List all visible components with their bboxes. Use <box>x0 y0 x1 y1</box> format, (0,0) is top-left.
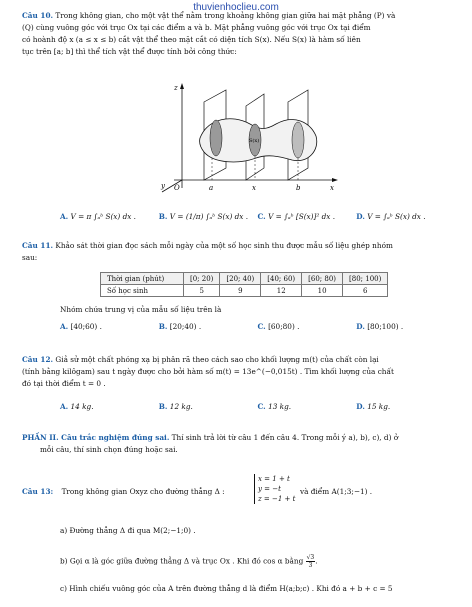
figure-label-x: x <box>252 184 256 192</box>
option-c[interactable]: C. V = ∫ₐᵇ [S(x)]² dx . <box>257 212 336 221</box>
question-11-prompt: Nhóm chứa trung vị của mẫu số liệu trên là <box>60 305 222 314</box>
table-header-row <box>101 273 388 285</box>
figure-label-b: b <box>296 184 301 192</box>
fraction-sqrt3-over-3: $\frac{√3}{3}$ <box>306 554 315 569</box>
table-cell: [80; 100) <box>343 273 388 285</box>
question-13-point: và điểm A(1;3;−1) . <box>300 487 373 496</box>
option-b[interactable]: B. 12 kg. <box>158 402 193 411</box>
question-10-line3: có hoành độ x (a ≤ x ≤ b) cắt vật thể theo mặt cắt có diện tích S(x). Nếu S(x) là hàm số liên <box>22 35 361 44</box>
figure-axis-x: x <box>330 184 334 192</box>
figure-axis-y: y <box>161 182 165 190</box>
question-10-label: Câu 10. <box>22 11 54 20</box>
option-d[interactable]: D. 15 kg. <box>356 402 391 411</box>
equation-z: z = −1 + t <box>258 495 296 503</box>
question-11-line2: sau: <box>22 253 38 262</box>
part-2-instructions <box>22 432 452 456</box>
figure-origin: O <box>174 184 180 192</box>
table-row <box>101 285 388 297</box>
option-d[interactable]: D. V = ∫ₐᵇ S(x) dx . <box>356 212 426 221</box>
question-12-line2: (tính bằng kilôgam) sau t ngày được cho bởi hàm số m(t) = 13e^(−0,015t) . Tìm khối lượng của chất <box>22 367 394 376</box>
equation-x: x = 1 + t <box>258 475 290 483</box>
question-10 <box>22 10 452 58</box>
table-cell: Thời gian (phút) <box>101 273 184 285</box>
option-a[interactable]: A. 14 kg. <box>60 402 94 411</box>
option-c[interactable]: C. [60;80) . <box>257 322 300 331</box>
part-2-line2: mỗi câu, thí sinh chọn đúng hoặc sai. <box>40 445 178 454</box>
table-cell: 12 <box>261 285 302 297</box>
question-12-line3: đó tại thời điểm t = 0 . <box>22 379 106 388</box>
table-cell: 6 <box>343 285 388 297</box>
part-2-heading: PHẦN II. Câu trắc nghiệm đúng sai. <box>22 433 170 442</box>
option-c[interactable]: C. 13 kg. <box>257 402 292 411</box>
table-cell: [0; 20) <box>184 273 220 285</box>
question-10-line4: tục trên [a; b] thì thể tích vật thể được tính bởi công thức: <box>22 47 237 56</box>
question-10-line1: Trong không gian, cho một vật thể nằm trong khoảng không gian giữa hai mặt phẳng (P) và <box>55 11 396 20</box>
table-cell: [40; 60) <box>261 273 302 285</box>
question-13-text: Trong không gian Oxyz cho đường thẳng Δ : <box>61 487 225 496</box>
statement-b[interactable]: b) Gọi α là góc giữa đường thẳng Δ và trục Ox . Khi đó cos α bằng $\frac{√3}{3}$. <box>60 554 318 569</box>
question-12-label: Câu 12. <box>22 355 54 364</box>
table-cell: Số học sinh <box>101 285 184 297</box>
watermark: thuvienhoclieu.com <box>193 2 279 13</box>
question-12 <box>22 354 452 390</box>
figure-label-a: a <box>209 184 214 192</box>
option-b[interactable]: B. V = (1/π) ∫ₐᵇ S(x) dx . <box>158 212 249 221</box>
statement-c[interactable]: c) Hình chiếu vuông góc của A trên đường thẳng d là điểm H(a;b;c) . Khi đó a + b + c = 5 <box>60 584 393 593</box>
question-10-line2: (Q) cùng vuông góc với trục Ox tại các điểm a và b. Mặt phẳng vuông góc với trục Ox tại điểm <box>22 23 371 32</box>
frequency-table <box>100 272 388 297</box>
table-cell: 9 <box>220 285 261 297</box>
question-10-options <box>60 212 455 221</box>
figure-label-sx: S(x) <box>249 138 260 144</box>
table-cell: [20; 40) <box>220 273 261 285</box>
table-cell: 5 <box>184 285 220 297</box>
question-11-options <box>60 322 455 331</box>
figure-axis-z: z <box>174 84 178 92</box>
part-2-line1: Thí sinh trả lời từ câu 1 đến câu 4. Trong mỗi ý a), b), c), d) ở <box>169 433 399 442</box>
solid-volume-figure <box>160 80 340 200</box>
option-b[interactable]: B. [20;40) . <box>158 322 202 331</box>
table-cell: [60; 80) <box>302 273 343 285</box>
question-12-line1: Giả sử một chất phóng xạ bị phân rã theo cách sao cho khối lượng m(t) của chất còn lại <box>55 355 379 364</box>
question-12-options <box>60 402 455 411</box>
equation-y: y = −t <box>258 485 281 493</box>
option-a[interactable]: A. V = π ∫ₐᵇ S(x) dx . <box>60 212 137 221</box>
table-cell: 10 <box>302 285 343 297</box>
option-d[interactable]: D. [80;100) . <box>356 322 404 331</box>
question-11-label: Câu 11. <box>22 241 54 250</box>
question-11-line1: Khảo sát thời gian đọc sách mỗi ngày của một số học sinh thu được mẫu số liệu ghép nhóm <box>55 241 393 250</box>
option-a[interactable]: A. [40;60) . <box>60 322 102 331</box>
line-equation-system <box>254 474 295 504</box>
statement-a[interactable]: a) Đường thẳng Δ đi qua M(2;−1;0) . <box>60 526 196 535</box>
question-11 <box>22 240 452 264</box>
question-13-label: Câu 13: <box>22 487 54 496</box>
